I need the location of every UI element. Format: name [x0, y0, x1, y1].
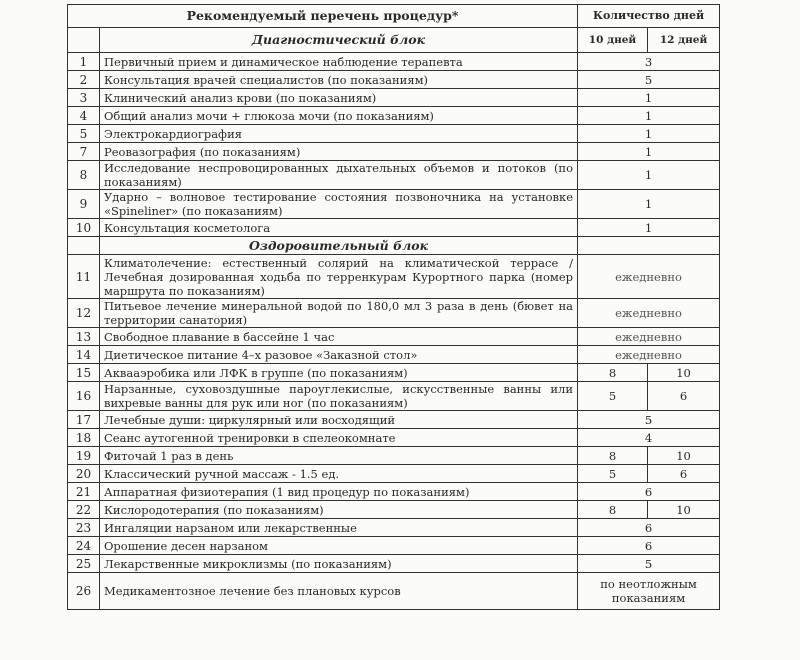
row-number: 15	[68, 364, 100, 382]
row-procedure-name: Консультация косметолога	[100, 219, 578, 237]
row-number: 17	[68, 411, 100, 429]
row-procedure-name: Сеанс аутогенной тренировки в спелеокомнате	[100, 429, 578, 447]
row-quantity: по неотложным показаниям	[578, 573, 720, 610]
table-row	[68, 71, 720, 89]
row-procedure-name: Классический ручной массаж - 1.5 ед.	[100, 465, 578, 483]
row-quantity-10: 5	[578, 465, 648, 483]
row-quantity: 1	[578, 190, 720, 219]
procedures-title: Рекомендуемый перечень процедур*	[68, 5, 578, 28]
table-row	[68, 125, 720, 143]
table-row	[68, 519, 720, 537]
row-procedure-name: Консультация врачей специалистов (по показаниям)	[100, 71, 578, 89]
section-row-diagnostic	[68, 28, 720, 53]
row-number: 18	[68, 429, 100, 447]
row-number: 23	[68, 519, 100, 537]
row-procedure-name: Первичный прием и динамическое наблюдение терапевта	[100, 53, 578, 71]
row-number: 4	[68, 107, 100, 125]
days-title: Количество дней	[578, 5, 720, 28]
row-number: 3	[68, 89, 100, 107]
table-row	[68, 255, 720, 299]
row-procedure-name: Лекарственные микроклизмы (по показаниям)	[100, 555, 578, 573]
row-procedure-name: Диетическое питание 4–х разовое «Заказной стол»	[100, 346, 578, 364]
row-number: 22	[68, 501, 100, 519]
row-number: 12	[68, 299, 100, 328]
row-procedure-name: Свободное плавание в бассейне 1 час	[100, 328, 578, 346]
table-row	[68, 53, 720, 71]
row-quantity: 6	[578, 483, 720, 501]
row-quantity-12: 10	[648, 501, 720, 519]
section-health-title: Оздоровительный блок	[100, 237, 578, 255]
table-row	[68, 107, 720, 125]
row-quantity-10: 5	[578, 382, 648, 411]
row-quantity-10: 8	[578, 501, 648, 519]
row-number: 21	[68, 483, 100, 501]
row-number: 11	[68, 255, 100, 299]
row-number: 25	[68, 555, 100, 573]
table-row	[68, 382, 720, 411]
row-quantity: 6	[578, 537, 720, 555]
row-procedure-name: Нарзанные, суховоздушные пароуглекислые, искусственные ванны или вихревые ванны для рук или ног (по показаниям)	[100, 382, 578, 411]
section-row-health	[68, 237, 720, 255]
table-row	[68, 429, 720, 447]
row-number: 5	[68, 125, 100, 143]
row-quantity: 4	[578, 429, 720, 447]
row-quantity-12: 6	[648, 465, 720, 483]
row-procedure-name: Медикаментозное лечение без плановых курсов	[100, 573, 578, 610]
table-row	[68, 143, 720, 161]
row-number: 1	[68, 53, 100, 71]
row-quantity: 6	[578, 519, 720, 537]
row-quantity-12: 6	[648, 382, 720, 411]
row-number: 14	[68, 346, 100, 364]
row-quantity: 5	[578, 71, 720, 89]
row-number: 9	[68, 190, 100, 219]
row-procedure-name: Орошение десен нарзаном	[100, 537, 578, 555]
section-number-cell	[68, 28, 100, 53]
row-number: 24	[68, 537, 100, 555]
table-row	[68, 364, 720, 382]
table-row	[68, 501, 720, 519]
row-quantity: 1	[578, 143, 720, 161]
row-quantity: 5	[578, 555, 720, 573]
row-quantity: ежедневно	[578, 255, 720, 299]
table-row	[68, 328, 720, 346]
table-row	[68, 346, 720, 364]
row-number: 19	[68, 447, 100, 465]
table-row	[68, 190, 720, 219]
row-procedure-name: Лечебные души: циркулярный или восходящий	[100, 411, 578, 429]
row-procedure-name: Фиточай 1 раз в день	[100, 447, 578, 465]
row-quantity: 1	[578, 107, 720, 125]
section-value-cell	[578, 237, 720, 255]
row-number: 16	[68, 382, 100, 411]
row-procedure-name: Ингаляции нарзаном или лекарственные	[100, 519, 578, 537]
row-number: 2	[68, 71, 100, 89]
row-procedure-name: Общий анализ мочи + глюкоза мочи (по показаниям)	[100, 107, 578, 125]
column-12-days: 12 дней	[648, 28, 720, 53]
section-diagnostic-title: Диагностический блок	[100, 28, 578, 53]
row-quantity: ежедневно	[578, 346, 720, 364]
table-row	[68, 219, 720, 237]
row-procedure-name: Реовазография (по показаниям)	[100, 143, 578, 161]
row-quantity-10: 8	[578, 364, 648, 382]
row-quantity: 3	[578, 53, 720, 71]
row-number: 20	[68, 465, 100, 483]
row-quantity-12: 10	[648, 447, 720, 465]
row-number: 26	[68, 573, 100, 610]
row-quantity-12: 10	[648, 364, 720, 382]
table-row	[68, 537, 720, 555]
row-number: 10	[68, 219, 100, 237]
row-quantity: 1	[578, 89, 720, 107]
row-procedure-name: Питьевое лечение минеральной водой по 180,0 мл 3 раза в день (бювет на территории санатория)	[100, 299, 578, 328]
row-procedure-name: Аппаратная физиотерапия (1 вид процедур по показаниям)	[100, 483, 578, 501]
table-row	[68, 573, 720, 610]
row-procedure-name: Электрокардиография	[100, 125, 578, 143]
row-procedure-name: Ударно – волновое тестирование состояния позвоночника на установке «Spineliner» (по показаниям)	[100, 190, 578, 219]
table-row	[68, 411, 720, 429]
row-number: 13	[68, 328, 100, 346]
table-row	[68, 161, 720, 190]
column-10-days: 10 дней	[578, 28, 648, 53]
row-number: 8	[68, 161, 100, 190]
row-quantity: 5	[578, 411, 720, 429]
table-row	[68, 555, 720, 573]
row-quantity: 1	[578, 161, 720, 190]
row-quantity: 1	[578, 219, 720, 237]
table-row	[68, 89, 720, 107]
section-number-cell	[68, 237, 100, 255]
row-procedure-name: Аквааэробика или ЛФК в группе (по показаниям)	[100, 364, 578, 382]
table-header-row	[68, 5, 720, 28]
row-quantity: ежедневно	[578, 328, 720, 346]
row-number: 7	[68, 143, 100, 161]
table-row	[68, 483, 720, 501]
row-quantity: ежедневно	[578, 299, 720, 328]
row-quantity: 1	[578, 125, 720, 143]
table-row	[68, 465, 720, 483]
table-row	[68, 299, 720, 328]
procedures-table	[67, 4, 720, 610]
row-procedure-name: Климатолечение: естественный солярий на климатической террасе / Лечебная дозированная ходьба по терренкурам Курортного парка (номер маршрута по показаниям)	[100, 255, 578, 299]
row-procedure-name: Исследование неспровоцированных дыхательных объемов и потоков (по показаниям)	[100, 161, 578, 190]
row-quantity-10: 8	[578, 447, 648, 465]
row-procedure-name: Клинический анализ крови (по показаниям)	[100, 89, 578, 107]
row-procedure-name: Кислородотерапия (по показаниям)	[100, 501, 578, 519]
table-row	[68, 447, 720, 465]
